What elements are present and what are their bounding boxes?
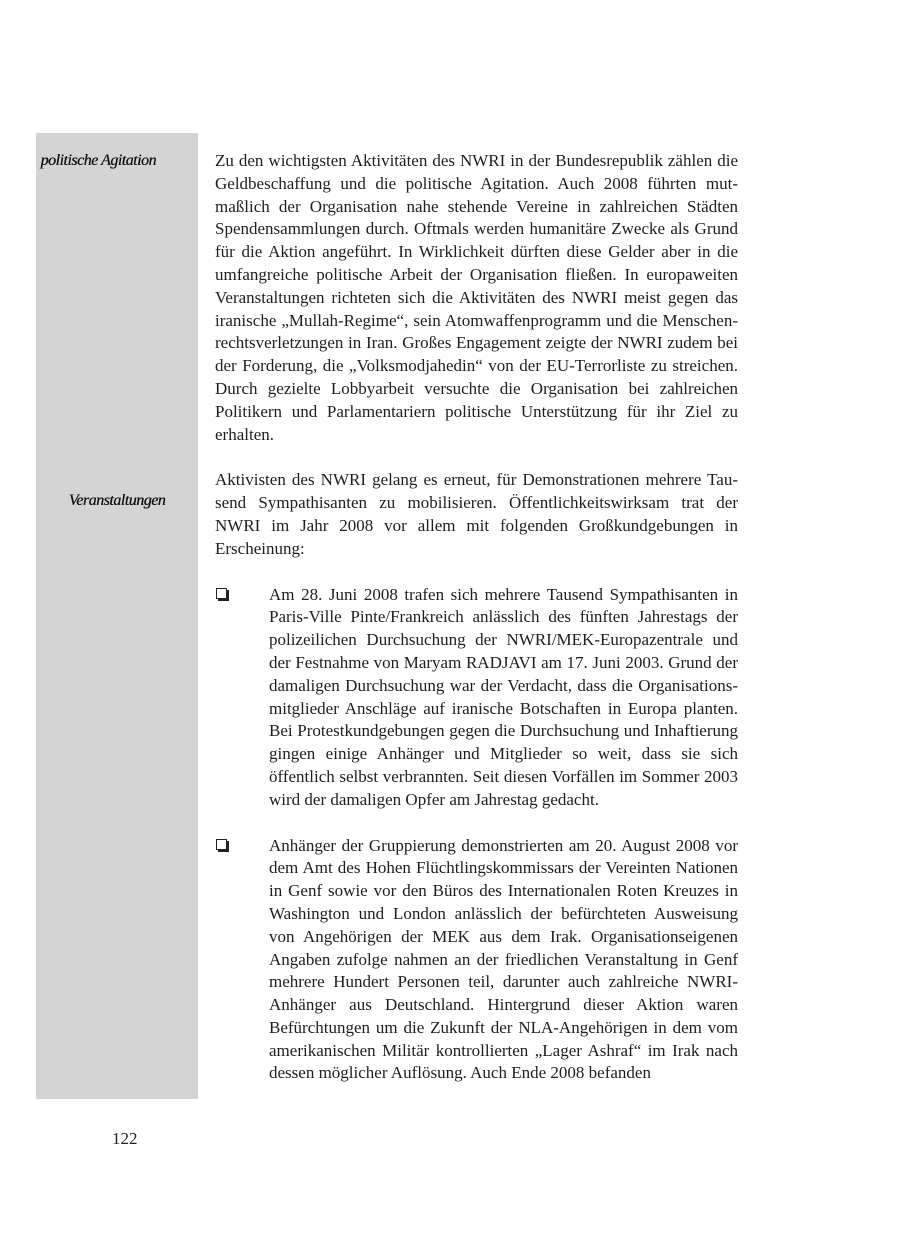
checkbox-bullet-icon bbox=[216, 588, 227, 599]
page-number: 122 bbox=[112, 1129, 138, 1148]
checkbox-bullet-icon bbox=[216, 839, 227, 850]
margin-note-veranstaltungen: Veranstaltungen bbox=[68, 492, 166, 509]
margin-sidebar bbox=[36, 133, 198, 1099]
list-item-text: Anhänger der Gruppierung demonstrierten am 20. August 2008 vor dem Amt des Hohen Flüchtlingskommissars der Vereinten Nationen in Genf sowie vor den Büros des Internationalen Roten Kreuzes in Washington und London anlässlich der befürchteten Ausweisung von Angehörigen der MEK aus dem Irak. Organisationseigenen Angaben zufolge nahmen an der friedlichen Veranstaltung in Genf mehrere Hundert Personen teil, darunter auch zahlreiche NWRI-Anhänger aus Deutschland. Hintergrund dieser Aktion waren Befürchtungen um die Zukunft der NLA-Angehörigen in dem vom amerikanischen Militär kontrollierten „Lager Ashraf“ im Irak nach dessen möglicher Auflösung. Auch Ende 2008 befanden bbox=[269, 835, 738, 1083]
list-item bbox=[215, 584, 738, 812]
list-item bbox=[215, 835, 738, 1086]
margin-note-politische-agitation: politische Agitation bbox=[40, 152, 156, 169]
main-text bbox=[215, 150, 738, 1108]
paragraph: Zu den wichtigsten Aktivitäten des NWRI in der Bundesrepublik zählen die Geldbeschaffung und die politische Agitation. Auch 2008 führten mutmaßlich der Organisation nahe stehende Vereine in zahlreichen Städten Spendensammlungen durch. Oftmals werden humanitäre Zwecke als Grund für die Aktion angeführt. In Wirklichkeit dürften diese Gelder aber in die umfangreiche politische Arbeit der Organisation fließen. In europaweiten Veranstaltungen richteten sich die Aktivitäten des NWRI meist gegen das iranische „Mullah-Regime“, sein Atomwaffenprogramm und die Menschenrechtsverletzungen in Iran. Großes Engagement zeigte der NWRI zudem bei der Forderung, die „Volksmodjahedin“ von der EU-Terrorliste zu streichen. Durch gezielte Lobbyarbeit versuchte die Organisation bei zahlreichen Politikern und Parlamentariern politische Unterstützung für ihr Ziel zu erhalten. bbox=[215, 151, 738, 444]
paragraph: Aktivisten des NWRI gelang es erneut, für Demonstrationen mehrere Tausend Sympathisanten zu mobilisieren. Öffentlichkeitswirksam trat der NWRI im Jahr 2008 vor allem mit folgenden Großkundgebungen in Erscheinung: bbox=[215, 470, 738, 558]
list-item-text: Am 28. Juni 2008 trafen sich mehrere Tausend Sympathisanten in Paris-Ville Pinte/Frankreich anlässlich des fünften Jahrestags der polizeilichen Durchsuchung der NWRI/MEK-Europazentrale und der Festnahme von Maryam RADJAVI am 17. Juni 2003. Grund der damaligen Durchsuchung war der Verdacht, dass die Organisationsmitglieder Anschläge auf iranische Botschaften in Europa planten. Bei Protestkundgebungen gegen die Durchsuchung und Inhaftierung gingen einige Anhänger und Mitglieder so weit, dass sie sich öffentlich selbst verbrannten. Seit diesen Vorfällen im Sommer 2003 wird der damaligen Opfer am Jahrestag gedacht. bbox=[269, 584, 738, 809]
